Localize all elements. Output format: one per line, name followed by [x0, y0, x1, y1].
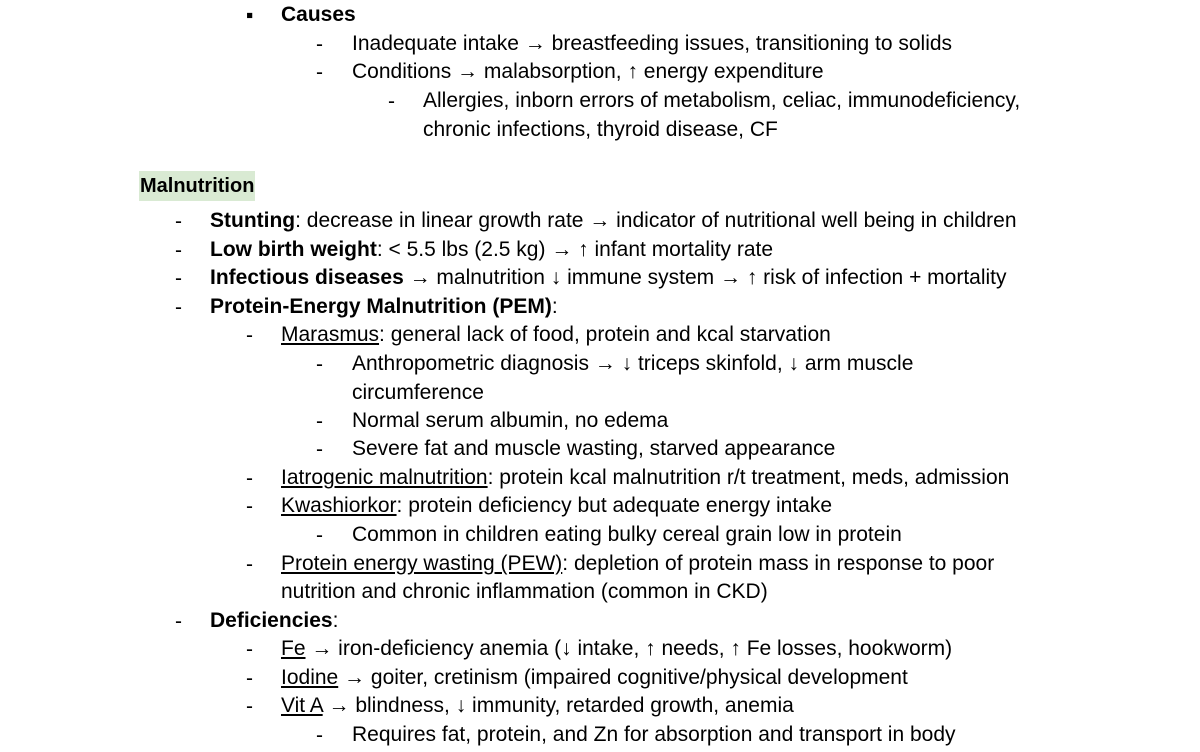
fe-item [281, 634, 952, 663]
lbw-term: Low birth weight [210, 238, 377, 261]
vita-item [281, 691, 794, 720]
bullet-dash: - [316, 33, 323, 56]
pem-term: Protein-Energy Malnutrition (PEM) [210, 295, 552, 318]
pew-term: Protein energy wasting (PEW) [281, 552, 563, 575]
vita-term: Vit A [281, 694, 323, 717]
marasmus-sub1-line1: Anthropometric diagnosis → ↓ triceps skinfold, ↓ arm muscle [352, 352, 914, 375]
kwashiorkor-term: Kwashiorkor [281, 494, 397, 517]
iodine-text: → goiter, cretinism (impaired cognitive/physical development [338, 666, 908, 689]
lbw-text: : < 5.5 lbs (2.5 kg) → ↑ infant mortality rate [376, 238, 774, 261]
marasmus-sub3: Severe fat and muscle wasting, starved appearance [352, 437, 836, 460]
kwashiorkor-item [281, 491, 832, 520]
iodine-term: Iodine [281, 666, 339, 689]
stunting-term: Stunting [210, 209, 296, 232]
bullet-dash: - [388, 90, 395, 113]
bullet-dash: - [246, 495, 253, 518]
marasmus-sub1-line2: circumference [352, 381, 484, 404]
malnutrition-heading: Malnutrition [139, 171, 255, 201]
bullet-dash: - [246, 638, 253, 661]
bullet-dash: - [175, 610, 182, 633]
deficiencies-term: Deficiencies [210, 609, 333, 632]
kwashiorkor-sub1: Common in children eating bulky cereal grain low in protein [352, 523, 902, 546]
bullet-dash: - [316, 724, 323, 747]
bullet-dash: - [316, 61, 323, 84]
iatrogenic-term: Iatrogenic malnutrition [281, 466, 488, 489]
marasmus-item [281, 320, 831, 349]
bullet-square: ▪ [246, 4, 254, 27]
kwashiorkor-text: : protein deficiency but adequate energy intake [396, 494, 833, 517]
causes-subitem-line2: chronic infections, thyroid disease, CF [423, 118, 778, 141]
bullet-dash: - [316, 353, 323, 376]
iatrogenic-item [281, 463, 1009, 492]
deficiencies-text: : [332, 609, 339, 632]
marasmus-text: : general lack of food, protein and kcal starvation [379, 323, 831, 346]
bullet-dash: - [246, 324, 253, 347]
bullet-dash: - [246, 667, 253, 690]
pem-item [210, 292, 558, 321]
iodine-item [281, 663, 908, 692]
infectious-text: → malnutrition ↓ immune system → ↑ risk of infection + mortality [403, 266, 1007, 289]
pew-item [281, 549, 994, 578]
bullet-dash: - [175, 267, 182, 290]
bullet-dash: - [316, 524, 323, 547]
marasmus-sub2: Normal serum albumin, no edema [352, 409, 669, 432]
lbw-item [210, 235, 773, 264]
infectious-term: Infectious diseases [210, 266, 404, 289]
pew-text: : depletion of protein mass in response to poor [562, 552, 995, 575]
bullet-dash: - [175, 210, 182, 233]
causes-item-conditions: Conditions → malabsorption, ↑ energy expenditure [352, 60, 824, 83]
iatrogenic-text: : protein kcal malnutrition r/t treatment, meds, admission [487, 466, 1010, 489]
fe-term: Fe [281, 637, 306, 660]
pem-text: : [551, 295, 558, 318]
vita-sub1: Requires fat, protein, and Zn for absorption and transport in body [352, 723, 956, 746]
causes-title: Causes [281, 3, 356, 26]
infectious-item [210, 263, 1007, 292]
bullet-dash: - [175, 296, 182, 319]
bullet-dash: - [316, 410, 323, 433]
vita-text: → blindness, ↓ immunity, retarded growth, anemia [322, 694, 794, 717]
causes-subitem-line1: Allergies, inborn errors of metabolism, celiac, immunodeficiency, [423, 89, 1021, 112]
bullet-dash: - [316, 438, 323, 461]
bullet-dash: - [246, 553, 253, 576]
deficiencies-item [210, 606, 338, 635]
bullet-dash: - [246, 467, 253, 490]
stunting-item [210, 206, 1017, 235]
causes-item-intake: Inadequate intake → breastfeeding issues, transitioning to solids [352, 32, 953, 55]
marasmus-term: Marasmus [281, 323, 380, 346]
bullet-dash: - [246, 695, 253, 718]
pew-line2: nutrition and chronic inflammation (common in CKD) [281, 580, 768, 603]
fe-text: → iron-deficiency anemia (↓ intake, ↑ needs, ↑ Fe losses, hookworm) [305, 637, 953, 660]
bullet-dash: - [175, 239, 182, 262]
stunting-text: : decrease in linear growth rate → indicator of nutritional well being in children [295, 209, 1017, 232]
